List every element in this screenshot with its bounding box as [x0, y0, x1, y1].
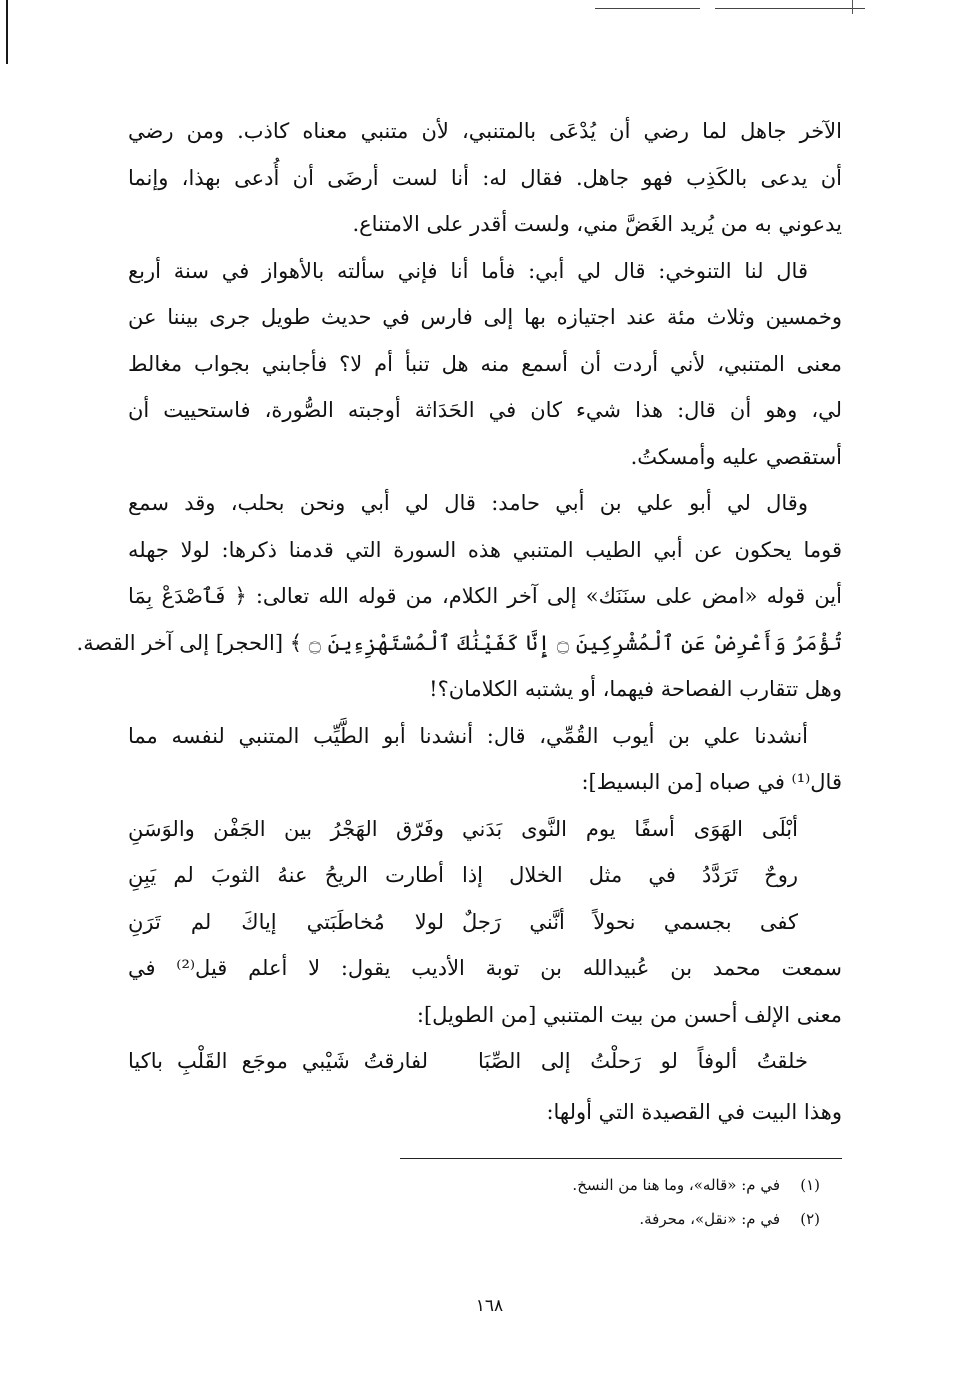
text-line: أستقصي عليه وأمسكتُ.: [630, 444, 842, 469]
page-number: ١٦٨: [475, 1296, 504, 1316]
text-line: سمعت محمد بن عُبيدالله بن توبة الأديب يقول: لا أعلم قيل⁽²⁾ في: [128, 956, 843, 980]
footnote-text: في م: «قاله»، وما هنا من النسخ.: [572, 1176, 780, 1194]
footnote-separator: [400, 1158, 842, 1159]
paragraph: [76, 480, 842, 713]
footnote-number: (١): [800, 1176, 820, 1194]
text-line: قال لنا التنوخي: قال لي أبي: فأما أنا فإني سألته بالأهواز في سنة أربع: [128, 258, 808, 283]
text-line: معنى الإلف أحسن من بيت المتنبي [من الطويل]:: [416, 1002, 842, 1027]
verse-second-hemistich: لولا مُخاطَبَتي إياكَ لم تَرَنِ: [128, 909, 444, 934]
text-line: وهل تتقارب الفصاحة فيهما، أو يشتبه الكلامان؟!: [429, 677, 842, 701]
verse-first-hemistich: أبْلَى الهَوَى أسفًا يوم النَّوى بَدَني: [462, 816, 798, 841]
text-line: معنى المتنبي، لأني أردت أن أسمع منه هل تنبأ أم لا؟ فأجابني بجواب مغالط: [128, 351, 842, 376]
poem-verse: [128, 852, 842, 899]
poem-verse: [128, 1038, 842, 1085]
verse-second-hemistich: لفارقتُ شَيْبي موجَع القَلْبِ باكيا: [128, 1049, 428, 1073]
text-line: يدعوني به من يُريد الغَضَّ مني، ولست أقدر على الامتناع.: [352, 212, 842, 236]
scan-top-tick: [852, 0, 853, 14]
scan-top-rule: [595, 8, 700, 9]
scan-edge-mark: [6, 0, 8, 64]
paragraph: [128, 713, 842, 806]
text-line: قال⁽¹⁾ في صباه [من البسيط]:: [581, 770, 842, 794]
quran-verse-line: تُؤْمَرُ وَأَعْرِضْ عَنِ ٱلْمُشْرِكِينَ ۝ إِنَّا كَفَيْنَٰكَ ٱلْمُسْتَهْزِءِينَ ۝ ﴾ [الحجر] إلى آخر القصة.: [76, 630, 842, 655]
verse-second-hemistich: وفَرّق الهَجْرُ بين الجَفْن والوَسَنِ: [128, 816, 444, 841]
text-line: أين قوله «امض على سنَنَك» إلى آخر الكلام، من قوله الله تعالى: ﴿ فَٱصْدَعْ بِمَا: [128, 584, 842, 608]
paragraph: [128, 108, 842, 248]
verse-second-hemistich: أطارت الريحُ عنهُ الثوبَ لم يَبِنِ: [128, 863, 444, 887]
footnote-text: في م: «نقل»، محرفة.: [639, 1210, 780, 1228]
text-line: الآخر جاهل لما رضي أن يُدْعَى بالمتنبي، لأن متنبي معناه كاذب. ومن رضي: [128, 119, 842, 143]
text-line: أنشدنا علي بن أيوب القُمِّي، قال: أنشدنا أبو الطَّيِّب المتنبي لنفسه مما: [128, 723, 808, 748]
page-body: [76, 108, 843, 1135]
footnote: [572, 1202, 820, 1236]
footnotes: [572, 1168, 820, 1236]
text-line: قوما يحكون عن أبي الطيب المتنبي هذه السورة التي قدمنا ذكرها: لولا جهله: [128, 537, 842, 562]
paragraph: [128, 248, 842, 481]
text-line: وقال لي أبو علي بن أبي حامد: قال لي أبي ونحن بحلب، وقد سمع: [128, 491, 808, 515]
verse-first-hemistich: كفى بجسمي نحولاً أنَّني رَجلٌ: [462, 909, 798, 934]
text-line: وخمسين وثلاث مئة عند اجتيازه بها إلى فارس في حديث طويل جرى بيننا عن: [128, 305, 842, 329]
closing-line: وهذا البيت في القصيدة التي أولها:: [546, 1099, 842, 1124]
text-line: أن يدعى بالكَذِب فهو جاهل. فقال له: أنا لست أرضَى أن أُدعى بهذا، وإنما: [128, 165, 842, 190]
verse-first-hemistich: خلقتُ ألوفاً لو رَحلْتُ إلى الصِّبَا: [478, 1049, 808, 1073]
poem-verse: [128, 806, 842, 853]
footnote: [572, 1168, 820, 1202]
text-line: لي، وهو أن قال: هذا شيء كان في الحَدَاثة أوجبته الصُّورة، فاستحييت أن: [128, 398, 842, 422]
poem-verse: [128, 899, 842, 946]
footnote-number: (٢): [800, 1210, 820, 1228]
scan-top-rule: [715, 8, 865, 9]
paragraph: [128, 945, 842, 1038]
verse-first-hemistich: روحٌ تَرَدَّدُ في مثل الخلال إذا: [462, 863, 798, 887]
